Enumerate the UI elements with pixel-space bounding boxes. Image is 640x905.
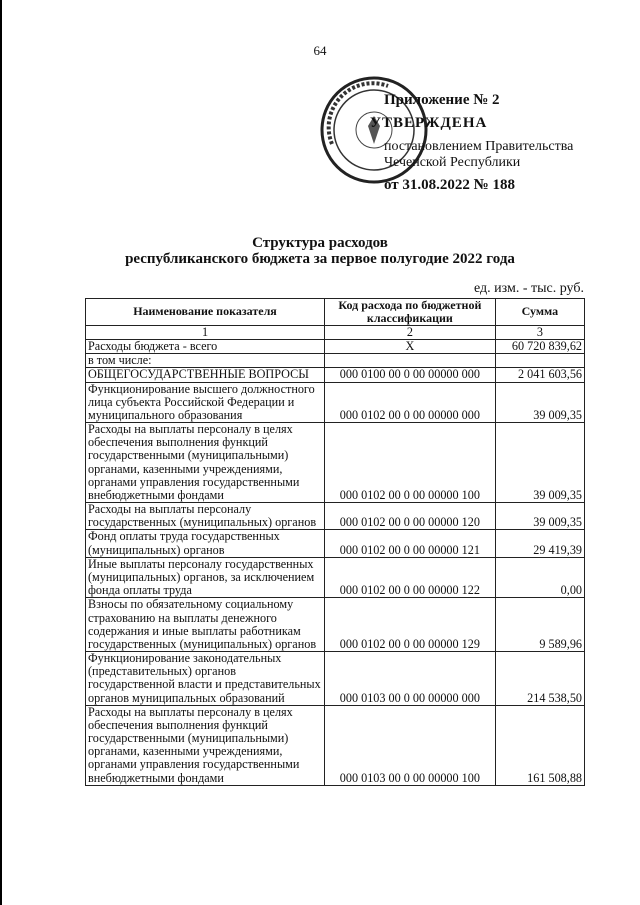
row-name: Иные выплаты персоналу государственных (муниципальных) органов, за исключением фонда оплаты труда [86,557,325,598]
col-number-2: 2 [325,325,496,339]
row-code: 000 0102 00 0 00 00000 121 [325,530,496,557]
scan-edge [0,0,2,905]
row-name: Функционирование законодательных (представительных) органов государственной власти и представительных органов муниципальных образований [86,652,325,706]
row-sum: 39 009,35 [495,503,584,530]
row-name: в том числе: [86,354,325,368]
row-sum: 214 538,50 [495,652,584,706]
appendix-label: Приложение № 2 [384,92,500,108]
approval-block [370,92,573,194]
row-code: 000 0102 00 0 00 00000 000 [325,382,496,423]
row-code: 000 0103 00 0 00 00000 000 [325,652,496,706]
decree-line-2: Чеченской Республики [384,154,521,170]
row-sum: 39 009,35 [495,423,584,503]
page-number: 64 [313,43,327,58]
table-row [86,557,585,598]
budget-table [85,298,585,786]
row-name: Функционирование высшего должностного лица субъекта Российской Федерации и муниципального образования [86,382,325,423]
row-name: Расходы бюджета - всего [86,340,325,354]
row-code: 000 0103 00 0 00 00000 100 [325,705,496,785]
table-row [86,340,585,354]
row-sum: 60 720 839,62 [495,340,584,354]
row-name: ОБЩЕГОСУДАРСТВЕННЫЕ ВОПРОСЫ [86,368,325,382]
header-sum: Сумма [495,299,584,326]
approved-label: УТВЕРЖДЕНА [370,115,488,132]
row-sum: 161 508,88 [495,705,584,785]
row-name: Расходы на выплаты персоналу в целях обеспечения выполнения функций государственными (муниципальными) органами, казенными учреждениями, органами управления государственными внебюджетными фондами [86,423,325,503]
row-sum: 0,00 [495,557,584,598]
row-code: 000 0102 00 0 00 00000 100 [325,423,496,503]
row-code: X [325,340,496,354]
table-row [86,598,585,652]
row-sum: 9 589,96 [495,598,584,652]
row-name: Фонд оплаты труда государственных (муниципальных) органов [86,530,325,557]
row-name: Расходы на выплаты персоналу государственных (муниципальных) органов [86,503,325,530]
table-row [86,652,585,706]
table-row [86,423,585,503]
col-number-3: 3 [495,325,584,339]
row-name: Расходы на выплаты персоналу в целях обеспечения выполнения функций государственными (муниципальными) органами, казенными учреждениями, органами управления государственными внебюджетными фондами [86,705,325,785]
title-line-2: республиканского бюджета за первое полугодие 2022 года [125,250,515,267]
header-name: Наименование показателя [86,299,325,326]
unit-of-measure: ед. изм. - тыс. руб. [474,281,584,296]
table-row [86,354,585,368]
table-row [86,503,585,530]
row-sum: 39 009,35 [495,382,584,423]
table-row [86,368,585,382]
row-code: 000 0102 00 0 00 00000 129 [325,598,496,652]
row-code: 000 0102 00 0 00 00000 122 [325,557,496,598]
title-line-1: Структура расходов [252,235,388,251]
document-title [0,236,640,268]
decree-line-1: постановлением Правительства [384,138,574,154]
row-sum: 29 419,39 [495,530,584,557]
header-row [86,299,585,326]
row-sum [495,354,584,368]
row-code: 000 0100 00 0 00 00000 000 [325,368,496,382]
table-row [86,382,585,423]
row-sum: 2 041 603,56 [495,368,584,382]
row-code: 000 0102 00 0 00 00000 120 [325,503,496,530]
row-name: Взносы по обязательному социальному страхованию на выплаты денежного содержания и иные выплаты работникам государственных (муниципальных) органов [86,598,325,652]
col-number-1: 1 [86,325,325,339]
column-number-row [86,325,585,339]
table-row [86,530,585,557]
table-row [86,705,585,785]
row-code [325,354,496,368]
decree-date: от 31.08.2022 № 188 [384,176,515,193]
header-code: Код расхода по бюджетной классификации [325,299,496,326]
